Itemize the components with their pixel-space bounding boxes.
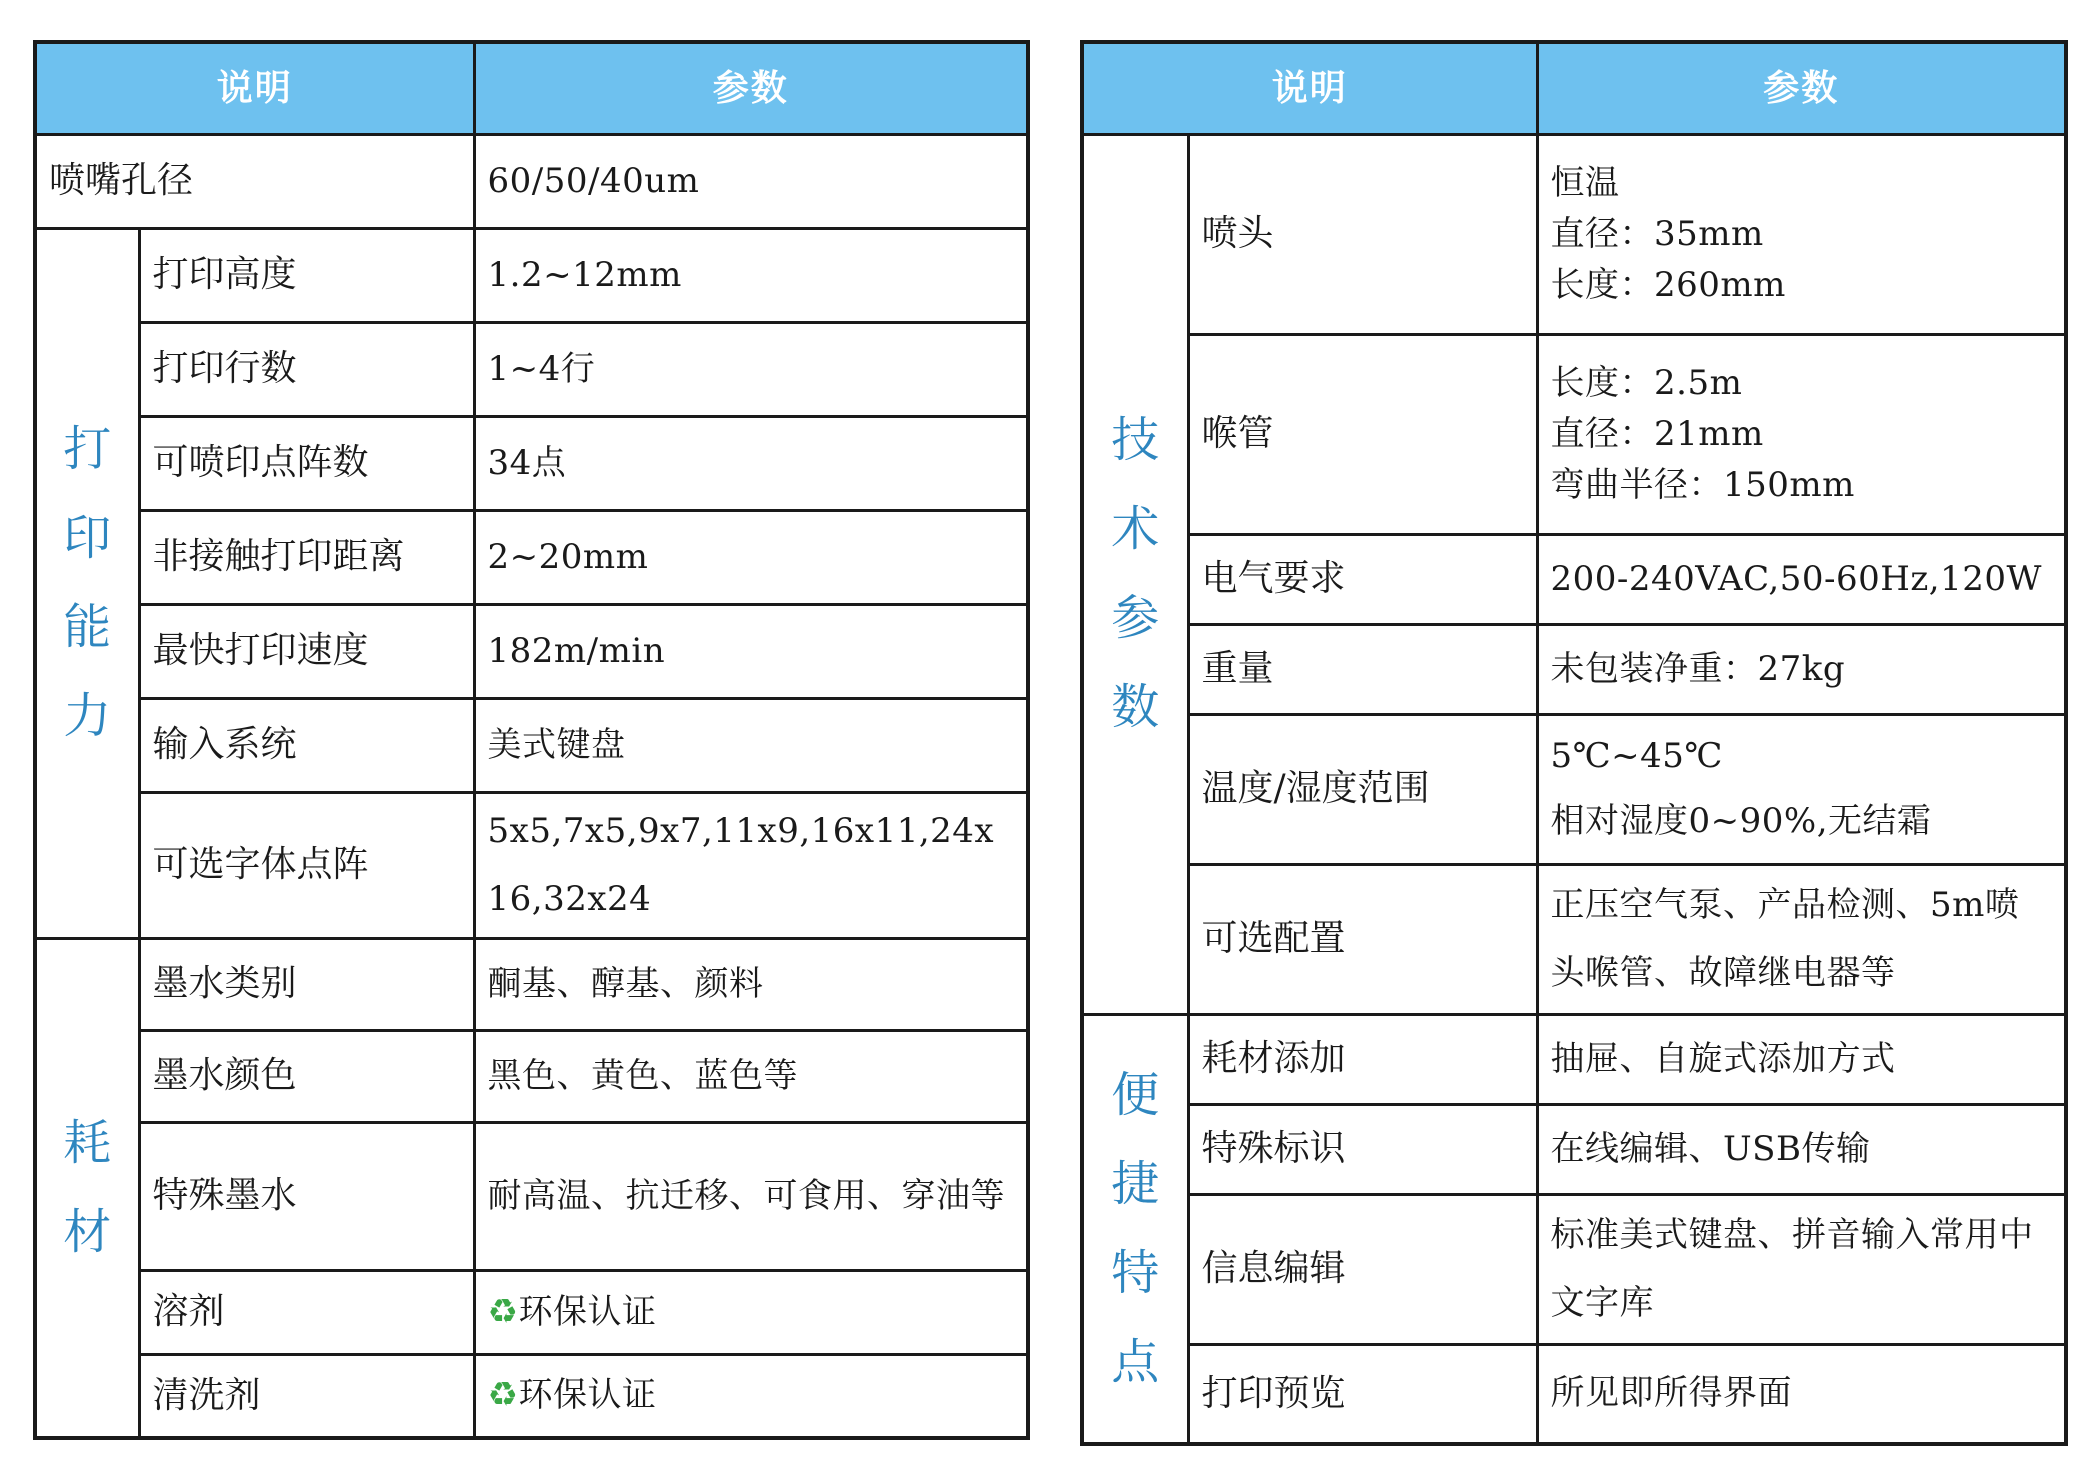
group-title-char: 印 [63, 510, 112, 567]
row-value [1537, 134, 2066, 334]
group-title-char: 材 [63, 1203, 112, 1260]
nozzle-label: 喷嘴孔径 [35, 134, 474, 228]
row-value [1537, 334, 2066, 534]
row-label: 喷头 [1188, 134, 1537, 334]
row-value: 酮基、醇基、颜料 [474, 938, 1028, 1030]
value-line: 长度：260mm [1550, 264, 1786, 305]
right-spec-table [1080, 40, 2068, 1446]
row-value [1537, 714, 2066, 864]
group-title-char: 特 [1111, 1244, 1160, 1301]
row-value: 1~4行 [474, 322, 1028, 416]
row-value: 所见即所得界面 [1537, 1344, 2066, 1444]
group-title-char: 耗 [63, 1114, 112, 1171]
group-title-print-capability [35, 228, 139, 938]
left-header-param: 参数 [474, 42, 1028, 134]
row-value-text: 环保认证 [518, 1291, 657, 1332]
row-value: 1.2~12mm [474, 228, 1028, 322]
row-value [474, 1270, 1028, 1354]
row-label: 重量 [1188, 624, 1537, 714]
group-title-char: 术 [1111, 501, 1160, 558]
value-line: 5℃~45℃ [1550, 736, 1723, 777]
row-label: 最快打印速度 [139, 604, 474, 698]
group-title-char: 点 [1111, 1333, 1160, 1390]
row-value: 标准美式键盘、拼音输入常用中文字库 [1537, 1194, 2066, 1344]
row-value: 美式键盘 [474, 698, 1028, 792]
left-header-desc: 说明 [35, 42, 474, 134]
row-value: 5x5,7x5,9x7,11x9,16x11,24x16,32x24 [474, 792, 1028, 938]
row-label: 耗材添加 [1188, 1014, 1537, 1104]
group-title-char: 技 [1111, 412, 1160, 469]
row-value: 黑色、黄色、蓝色等 [474, 1030, 1028, 1122]
left-spec-table [33, 40, 1030, 1440]
row-label: 清洗剂 [139, 1354, 474, 1438]
group-title-char: 参 [1111, 590, 1160, 646]
row-label: 非接触打印距离 [139, 510, 474, 604]
row-label: 信息编辑 [1188, 1194, 1537, 1344]
row-value: 182m/min [474, 604, 1028, 698]
right-header-param: 参数 [1537, 42, 2066, 134]
row-label: 打印行数 [139, 322, 474, 416]
group-title-char: 便 [1111, 1067, 1160, 1124]
value-line: 直径：21mm [1550, 413, 1764, 454]
value-line: 相对湿度0~90%,无结霜 [1550, 801, 1932, 841]
row-label: 墨水颜色 [139, 1030, 474, 1122]
right-header-desc: 说明 [1082, 42, 1537, 134]
row-value-text: 环保认证 [518, 1375, 657, 1416]
row-label: 可喷印点阵数 [139, 416, 474, 510]
value-line: 弯曲半径：150mm [1550, 464, 1855, 505]
recycle-icon: ♻ [487, 1291, 519, 1332]
row-value: 在线编辑、USB传输 [1537, 1104, 2066, 1194]
row-label: 溶剂 [139, 1270, 474, 1354]
value-line: 恒温 [1550, 162, 1620, 203]
group-title-char: 数 [1111, 678, 1160, 735]
row-label: 特殊标识 [1188, 1104, 1537, 1194]
row-label: 电气要求 [1188, 534, 1537, 624]
nozzle-value: 60/50/40um [474, 134, 1028, 228]
row-label: 墨水类别 [139, 938, 474, 1030]
recycle-icon: ♻ [487, 1375, 519, 1416]
row-value: 抽屉、自旋式添加方式 [1537, 1014, 2066, 1104]
row-value: 耐高温、抗迁移、可食用、穿油等 [474, 1122, 1028, 1270]
row-label: 喉管 [1188, 334, 1537, 534]
row-label: 输入系统 [139, 698, 474, 792]
row-label: 可选配置 [1188, 864, 1537, 1014]
group-title-consumables [35, 938, 139, 1438]
row-label: 打印高度 [139, 228, 474, 322]
row-value: 未包装净重：27kg [1537, 624, 2066, 714]
group-title-convenience [1082, 1014, 1188, 1444]
row-value: 34点 [474, 416, 1028, 510]
row-label: 打印预览 [1188, 1344, 1537, 1444]
group-title-char: 能 [63, 599, 112, 655]
value-line: 长度：2.5m [1550, 362, 1743, 403]
row-label: 温度/湿度范围 [1188, 714, 1537, 864]
row-value: 200-240VAC,50-60Hz,120W [1537, 534, 2066, 624]
row-value: 2~20mm [474, 510, 1028, 604]
group-title-char: 打 [63, 421, 112, 478]
row-label: 可选字体点阵 [139, 792, 474, 938]
group-title-char: 捷 [1111, 1155, 1160, 1212]
group-title-tech-params [1082, 134, 1188, 1014]
row-label: 特殊墨水 [139, 1122, 474, 1270]
row-value [474, 1354, 1028, 1438]
group-title-char: 力 [63, 687, 112, 744]
value-line: 直径：35mm [1550, 213, 1764, 254]
row-value: 正压空气泵、产品检测、5m喷头喉管、故障继电器等 [1537, 864, 2066, 1014]
